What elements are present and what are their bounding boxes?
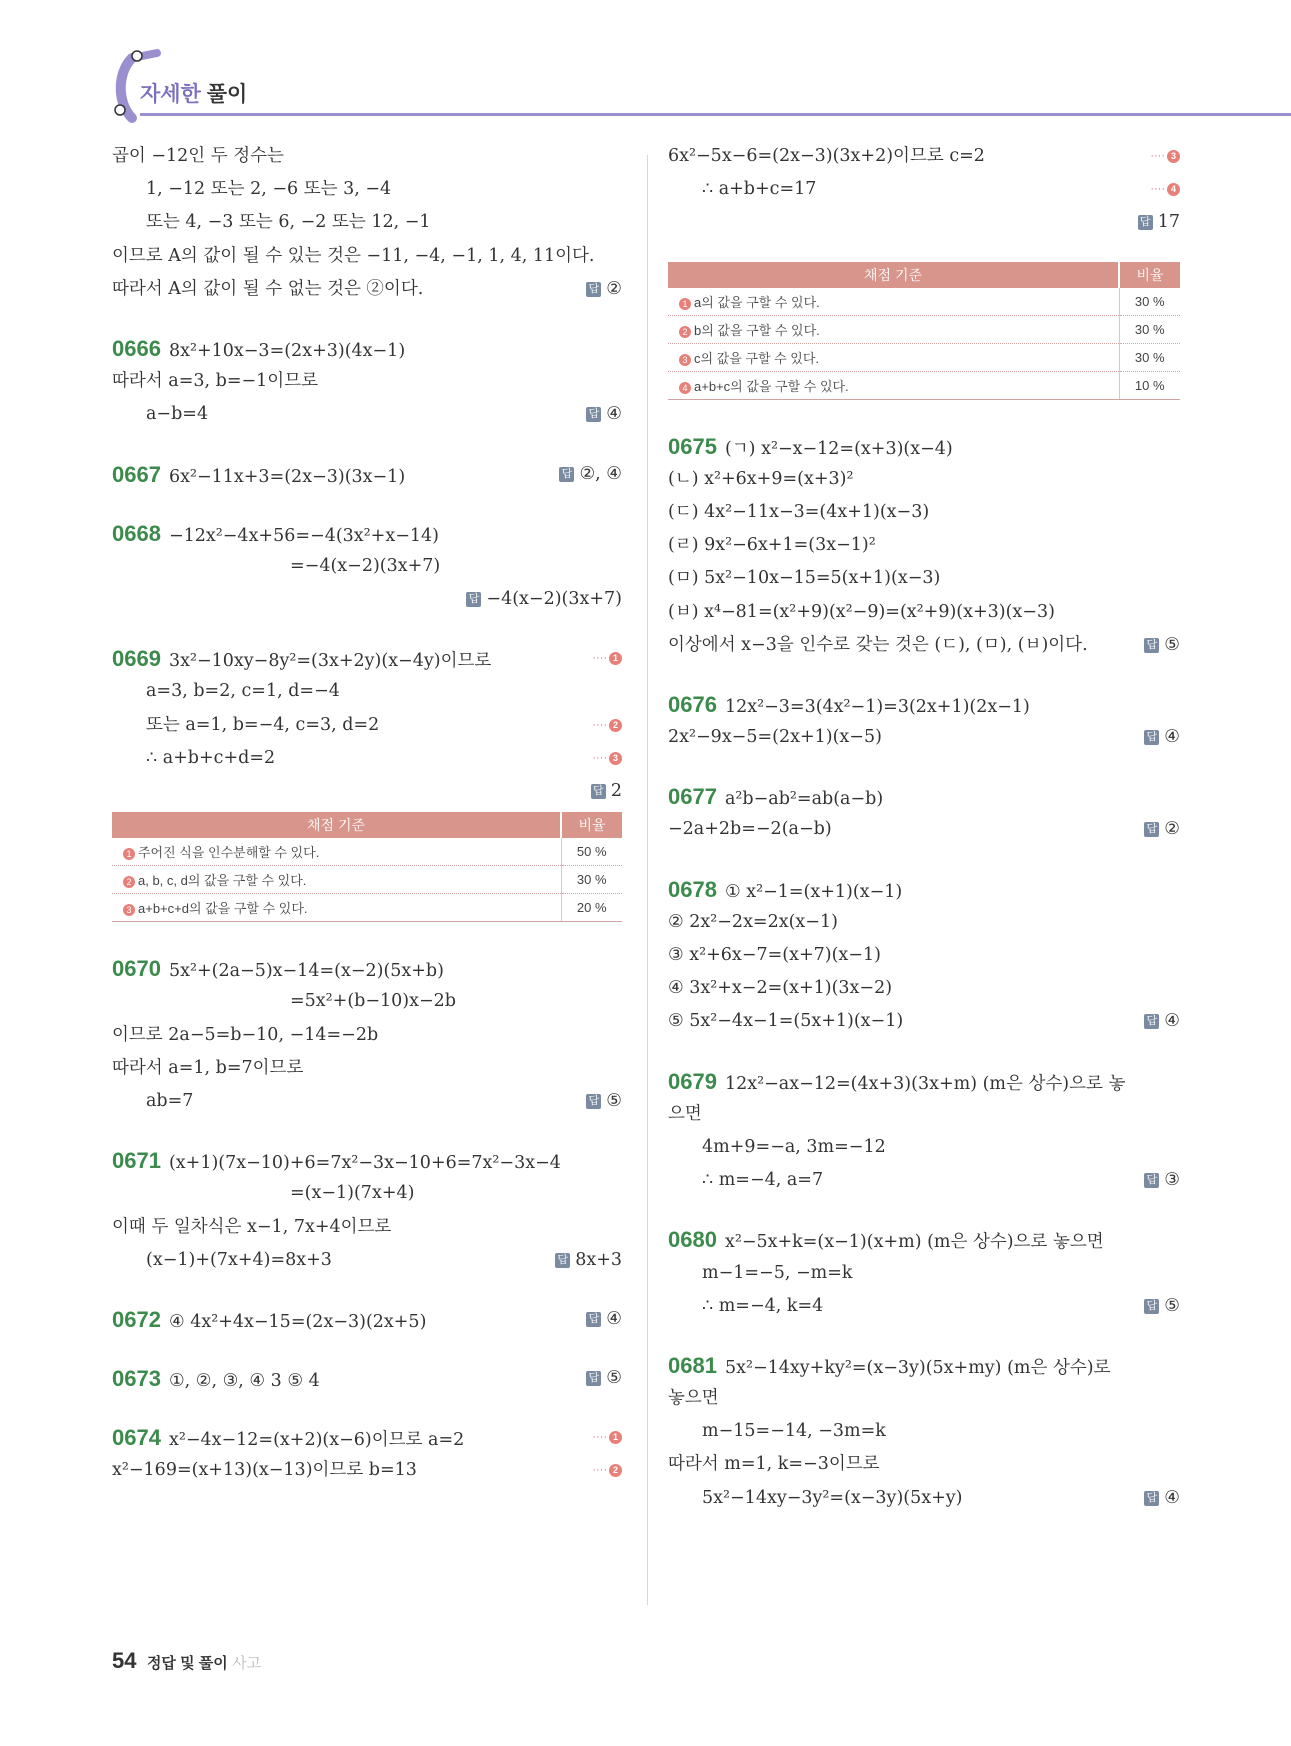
score-row	[668, 315, 1180, 343]
solution-line	[668, 1415, 1180, 1448]
solution-text: 따라서 a=3, b=−1이므로	[112, 371, 319, 392]
step-marker: ···· 1	[592, 1421, 622, 1454]
answer-mark	[466, 583, 622, 616]
solution-text: ③ x²+6x−7=(x+7)(x−1)	[668, 945, 881, 965]
solution-line	[668, 1349, 1180, 1382]
criteria-number: 1	[679, 298, 691, 310]
right-column	[668, 140, 1180, 1515]
step-marker: ···· 3	[592, 742, 622, 775]
criteria-text: a+b+c+d의 값을 구할 수 있다.	[138, 901, 308, 917]
solution-line	[668, 813, 1180, 846]
problem-number: 0673	[112, 1366, 161, 1392]
step-number: 2	[609, 719, 622, 732]
criteria-text: c의 값을 구할 수 있다.	[694, 350, 820, 366]
score-ratio: 20 %	[561, 894, 622, 922]
solution-line	[668, 1223, 1180, 1256]
score-criteria	[112, 866, 561, 894]
solution-text: a=3, b=2, c=1, d=−4	[146, 681, 340, 702]
solution-text: ⑤ 5x²−4x−1=(5x+1)(x−1)	[668, 1011, 904, 1032]
solution-line	[668, 1131, 1180, 1164]
solution-text: x²−169=(x+13)(x−13)이므로 b=13	[112, 1460, 417, 1481]
answer-icon: 답	[586, 1371, 601, 1386]
solution-line	[112, 1211, 622, 1244]
answer-value: ②	[606, 278, 622, 299]
score-criteria	[668, 288, 1119, 316]
problem-number: 0668	[112, 520, 161, 546]
step-number: 3	[1167, 150, 1180, 163]
solution-line	[668, 430, 1180, 463]
solution-line	[112, 140, 622, 173]
solution-text: 3x²−10xy−8y²=(3x+2y)(x−4y)이므로	[168, 651, 492, 672]
left-column	[112, 140, 622, 1488]
solution-text: a−b=4	[146, 404, 209, 425]
spacer	[112, 306, 622, 332]
answer-mark	[586, 273, 622, 306]
score-criteria	[112, 894, 561, 922]
answer-value: ④	[606, 1308, 622, 1329]
footer-label: 정답 및 풀이	[146, 1655, 228, 1672]
solution-text: 따라서 m=1, k=−3이므로	[668, 1454, 880, 1475]
answer-icon: 답	[586, 282, 601, 297]
answer-icon: 답	[555, 1253, 570, 1268]
solution-text: ab=7	[146, 1090, 194, 1111]
solution-line	[112, 1144, 622, 1177]
score-criteria	[668, 315, 1119, 343]
solution-line	[112, 173, 622, 206]
answer-value: 2	[610, 781, 622, 801]
solution-text: 따라서 A의 값이 될 수 없는 것은 ②이다.	[112, 278, 424, 299]
solution-text: 곱이 −12인 두 정수는	[112, 146, 284, 166]
score-criteria	[668, 371, 1119, 399]
solution-line	[668, 906, 1180, 939]
solution-line	[112, 709, 622, 742]
answer-icon: 답	[1144, 1299, 1159, 1314]
solution-text: 12x²−3=3(4x²−1)=3(2x+1)(2x−1)	[724, 696, 1030, 717]
problem-number: 0671	[112, 1148, 161, 1174]
score-ratio: 30 %	[1119, 288, 1180, 316]
solution-text: (ㅁ) 5x²−10x−15=5(x+1)(x−3)	[668, 568, 941, 589]
solution-line	[112, 675, 622, 708]
score-row	[112, 866, 622, 894]
score-header-criteria: 채점 기준	[668, 262, 1119, 288]
answer-mark	[591, 775, 622, 808]
title-colored: 자세한	[140, 83, 201, 106]
problem-number: 0681	[668, 1352, 717, 1378]
left-score-table	[112, 812, 622, 922]
solution-line	[668, 496, 1180, 529]
score-row	[112, 838, 622, 866]
solution-text: 이므로 A의 값이 될 수 있는 것은 −11, −4, −1, 1, 4, 11이다.	[112, 245, 595, 266]
answer-icon: 답	[559, 467, 574, 482]
criteria-number: 3	[123, 904, 135, 916]
solution-text: 이므로 2a−5=b−10, −14=−2b	[112, 1024, 379, 1045]
section-title	[140, 78, 247, 108]
criteria-text: a의 값을 구할 수 있다.	[694, 294, 820, 310]
answer-value: ③	[1164, 1170, 1180, 1191]
spacer	[668, 1323, 1180, 1349]
solution-text: 따라서 a=1, b=7이므로	[112, 1057, 304, 1078]
solution-text: (ㄷ) 4x²−11x−3=(4x+1)(x−3)	[668, 501, 930, 522]
step-number: 2	[609, 1464, 622, 1477]
step-marker: ···· 3	[1150, 140, 1180, 173]
title-plain: 풀이	[206, 83, 248, 106]
solution-line	[668, 939, 1180, 972]
answer-mark	[1144, 1164, 1180, 1197]
score-row	[668, 288, 1180, 316]
solution-line	[668, 206, 1180, 239]
solution-text: (x+1)(7x−10)+6=7x²−3x−10+6=7x²−3x−4	[168, 1153, 561, 1174]
answer-icon: 답	[1144, 730, 1159, 745]
solution-text: a²b−ab²=ab(a−b)	[724, 789, 884, 810]
solution-line	[668, 1005, 1180, 1038]
answer-value: −4(x−2)(3x+7)	[486, 589, 622, 610]
spacer	[668, 847, 1180, 873]
solution-text: (ㄴ) x²+6x+9=(x+3)²	[668, 468, 854, 489]
solution-text: −12x²−4x+56=−4(3x²+x−14)	[168, 525, 439, 546]
solution-line	[112, 952, 622, 985]
solution-line	[112, 642, 622, 675]
spacer	[668, 662, 1180, 688]
solution-text: −2a+2b=−2(a−b)	[668, 819, 832, 840]
score-ratio: 30 %	[561, 866, 622, 894]
solution-line	[668, 1164, 1180, 1197]
score-row	[112, 894, 622, 922]
step-number: 3	[609, 752, 622, 765]
solution-line	[112, 583, 622, 616]
page-footer	[112, 1648, 261, 1674]
solution-text: m−1=−5, −m=k	[702, 1262, 853, 1283]
solution-text: ∴ a+b+c=17	[702, 179, 817, 200]
answer-icon: 답	[466, 592, 481, 607]
answer-icon: 답	[1144, 1173, 1159, 1188]
answer-value: ⑤	[606, 1090, 622, 1111]
score-criteria	[112, 838, 561, 866]
solution-text: =5x²+(b−10)x−2b	[290, 991, 457, 1012]
solution-text: 5x²+(2a−5)x−14=(x−2)(5x+b)	[168, 961, 444, 982]
score-row	[668, 343, 1180, 371]
answer-value: 17	[1157, 212, 1180, 233]
spacer	[668, 1039, 1180, 1065]
criteria-number: 3	[679, 354, 691, 366]
spacer	[668, 1197, 1180, 1223]
problem-number: 0678	[668, 876, 717, 902]
answer-icon: 답	[1144, 1014, 1159, 1029]
solution-line	[668, 463, 1180, 496]
spacer	[112, 616, 622, 642]
answer-value: 8x+3	[575, 1249, 622, 1270]
answer-value: ④	[1164, 727, 1180, 748]
answer-icon: 답	[591, 784, 606, 799]
page-number: 54	[112, 1648, 137, 1673]
criteria-number: 2	[679, 326, 691, 338]
solution-line	[112, 1244, 622, 1277]
score-ratio: 10 %	[1119, 371, 1180, 399]
answer-icon: 답	[586, 1312, 601, 1327]
solution-text: (ㄱ) x²−x−12=(x+3)(x−4)	[724, 438, 953, 459]
solution-line	[112, 398, 622, 431]
answer-value: ⑤	[1164, 1295, 1180, 1316]
solution-text: 으면	[668, 1103, 702, 1124]
answer-value: ②, ④	[579, 463, 622, 484]
solution-text: 1, −12 또는 2, −6 또는 3, −4	[146, 179, 392, 200]
solution-line	[112, 1019, 622, 1052]
score-header-ratio: 비율	[1119, 262, 1180, 288]
solution-text: 이상에서 x−3을 인수로 갖는 것은 (ㄷ), (ㅁ), (ㅂ)이다.	[668, 634, 1088, 655]
solution-text: ② 2x²−2x=2x(x−1)	[668, 911, 838, 932]
step-number: 1	[609, 1431, 622, 1444]
solution-line	[668, 629, 1180, 662]
problem-number: 0670	[112, 956, 161, 982]
solution-line	[112, 775, 622, 808]
solution-line	[112, 458, 622, 491]
solution-text: ① x²−1=(x+1)(x−1)	[724, 881, 903, 902]
spacer	[668, 404, 1180, 430]
answer-mark	[559, 458, 622, 491]
solution-text: m−15=−14, −3m=k	[702, 1421, 886, 1442]
answer-icon: 답	[586, 1094, 601, 1109]
answer-mark	[1144, 813, 1180, 846]
solution-text: =(x−1)(7x+4)	[290, 1183, 415, 1204]
solution-line	[668, 562, 1180, 595]
solution-line	[668, 873, 1180, 906]
solution-line	[668, 721, 1180, 754]
solution-text: ①, ②, ③, ④ 3 ⑤ 4	[168, 1371, 320, 1392]
answer-icon: 답	[586, 407, 601, 422]
answer-value: ⑤	[1164, 634, 1180, 655]
solution-text: 또는 4, −3 또는 6, −2 또는 12, −1	[146, 212, 431, 233]
solution-text: 4m+9=−a, 3m=−12	[702, 1136, 886, 1157]
solution-text: (ㄹ) 9x²−6x+1=(3x−1)²	[668, 535, 876, 556]
spacer	[112, 491, 622, 517]
solution-line	[112, 206, 622, 239]
step-number: 4	[1167, 183, 1180, 196]
right-score-table	[668, 262, 1180, 400]
step-marker: ···· 4	[1150, 173, 1180, 206]
score-ratio: 30 %	[1119, 315, 1180, 343]
solution-line	[668, 1482, 1180, 1515]
solution-text: 놓으면	[668, 1388, 719, 1409]
answer-value: ④	[1164, 1487, 1180, 1508]
solution-line	[668, 1257, 1180, 1290]
score-row	[668, 371, 1180, 399]
solution-line	[668, 1065, 1180, 1098]
spacer	[112, 1336, 622, 1362]
solution-line	[112, 1362, 622, 1395]
spacer	[112, 1118, 622, 1144]
solution-text: 5x²−14xy−3y²=(x−3y)(5x+y)	[702, 1487, 963, 1508]
spacer	[112, 432, 622, 458]
solution-text: ∴ a+b+c+d=2	[146, 747, 276, 768]
solution-line	[112, 365, 622, 398]
spacer	[112, 1277, 622, 1303]
score-header-ratio: 비율	[561, 812, 622, 838]
problem-number: 0666	[112, 335, 161, 361]
solution-line	[668, 1382, 1180, 1415]
answer-mark	[1138, 206, 1180, 239]
step-number: 1	[609, 652, 622, 665]
problem-number: 0676	[668, 691, 717, 717]
step-marker: ···· 1	[592, 642, 622, 675]
problem-number: 0677	[668, 784, 717, 810]
criteria-number: 2	[123, 876, 135, 888]
answer-value: ⑤	[606, 1368, 622, 1389]
solution-text: x²−5x+k=(x−1)(x+m) (m은 상수)으로 놓으면	[724, 1232, 1104, 1253]
solution-text: ④ 4x²+4x−15=(2x−3)(2x+5)	[168, 1311, 427, 1332]
footer-watermark: 사고	[232, 1655, 262, 1672]
solution-line	[112, 273, 622, 306]
solution-line	[112, 985, 622, 1018]
solution-text: (ㅂ) x⁴−81=(x²+9)(x²−9)=(x²+9)(x+3)(x−3)	[668, 601, 1055, 622]
answer-mark	[586, 398, 622, 431]
solution-line	[668, 688, 1180, 721]
criteria-text: b의 값을 구할 수 있다.	[694, 322, 820, 338]
step-marker: ···· 2	[592, 1454, 622, 1487]
answer-value: ②	[1164, 819, 1180, 840]
solution-line	[112, 240, 622, 273]
answer-mark	[1144, 1482, 1180, 1515]
problem-number: 0669	[112, 646, 161, 672]
problem-number: 0674	[112, 1425, 161, 1451]
score-ratio: 30 %	[1119, 343, 1180, 371]
header-rule	[140, 113, 1291, 116]
answer-mark	[1144, 629, 1180, 662]
solution-text: (x−1)+(7x+4)=8x+3	[146, 1249, 332, 1270]
criteria-text: a+b+c의 값을 구할 수 있다.	[694, 378, 849, 394]
score-criteria	[668, 343, 1119, 371]
solution-text: ∴ m=−4, a=7	[702, 1170, 824, 1191]
solution-line	[668, 529, 1180, 562]
answer-value: ④	[606, 404, 622, 425]
score-header-criteria: 채점 기준	[112, 812, 561, 838]
problem-number: 0679	[668, 1068, 717, 1094]
score-ratio: 50 %	[561, 838, 622, 866]
solution-line	[112, 550, 622, 583]
solution-line	[112, 1085, 622, 1118]
solution-text: x²−4x−12=(x+2)(x−6)이므로 a=2	[168, 1430, 465, 1451]
step-marker: ···· 2	[592, 709, 622, 742]
criteria-text: 주어진 식을 인수분해할 수 있다.	[138, 845, 320, 861]
answer-icon: 답	[1144, 1491, 1159, 1506]
column-divider	[647, 155, 648, 1605]
solution-text: 6x²−11x+3=(2x−3)(3x−1)	[168, 466, 406, 487]
solution-line	[112, 1052, 622, 1085]
solution-line	[668, 780, 1180, 813]
spacer	[668, 754, 1180, 780]
solution-text: 5x²−14xy+ky²=(x−3y)(5x+my) (m은 상수)로	[724, 1357, 1111, 1378]
solution-line	[112, 517, 622, 550]
solution-text: 2x²−9x−5=(2x+1)(x−5)	[668, 727, 882, 748]
spacer	[112, 926, 622, 952]
solution-text: ∴ m=−4, k=4	[702, 1295, 824, 1316]
solution-text: 8x²+10x−3=(2x+3)(4x−1)	[168, 340, 406, 361]
solution-line	[112, 1421, 622, 1454]
solution-line	[112, 1454, 622, 1487]
solution-line	[668, 1448, 1180, 1481]
problem-number: 0667	[112, 461, 161, 487]
answer-mark	[1144, 1290, 1180, 1323]
solution-line	[112, 1177, 622, 1210]
solution-line	[668, 972, 1180, 1005]
problem-number: 0675	[668, 433, 717, 459]
solution-line	[112, 742, 622, 775]
solution-text: ④ 3x²+x−2=(x+1)(3x−2)	[668, 978, 893, 999]
solution-line	[668, 1290, 1180, 1323]
solution-line	[112, 1303, 622, 1336]
spacer	[112, 1395, 622, 1421]
answer-mark	[586, 1303, 622, 1336]
criteria-text: a, b, c, d의 값을 구할 수 있다.	[138, 873, 307, 889]
answer-mark	[1144, 1005, 1180, 1038]
solution-line	[668, 1098, 1180, 1131]
answer-mark	[586, 1085, 622, 1118]
answer-value: ④	[1164, 1011, 1180, 1032]
answer-icon: 답	[1144, 822, 1159, 837]
solution-line	[668, 173, 1180, 206]
solution-line	[668, 140, 1180, 173]
solution-line	[668, 596, 1180, 629]
problem-number: 0680	[668, 1227, 717, 1253]
answer-mark	[555, 1244, 622, 1277]
criteria-number: 1	[123, 848, 135, 860]
solution-text: 또는 a=1, b=−4, c=3, d=2	[146, 714, 380, 735]
solution-text: 12x²−ax−12=(4x+3)(3x+m) (m은 상수)으로 놓	[724, 1073, 1126, 1094]
solution-text: 이때 두 일차식은 x−1, 7x+4이므로	[112, 1216, 392, 1237]
answer-mark	[586, 1362, 622, 1395]
solution-text: =−4(x−2)(3x+7)	[290, 555, 441, 576]
solution-text: 6x²−5x−6=(2x−3)(3x+2)이므로 c=2	[668, 146, 985, 166]
answer-icon: 답	[1138, 215, 1153, 230]
answer-icon: 답	[1144, 638, 1159, 653]
problem-number: 0672	[112, 1306, 161, 1332]
criteria-number: 4	[679, 382, 691, 394]
answer-mark	[1144, 721, 1180, 754]
solution-line	[112, 332, 622, 365]
